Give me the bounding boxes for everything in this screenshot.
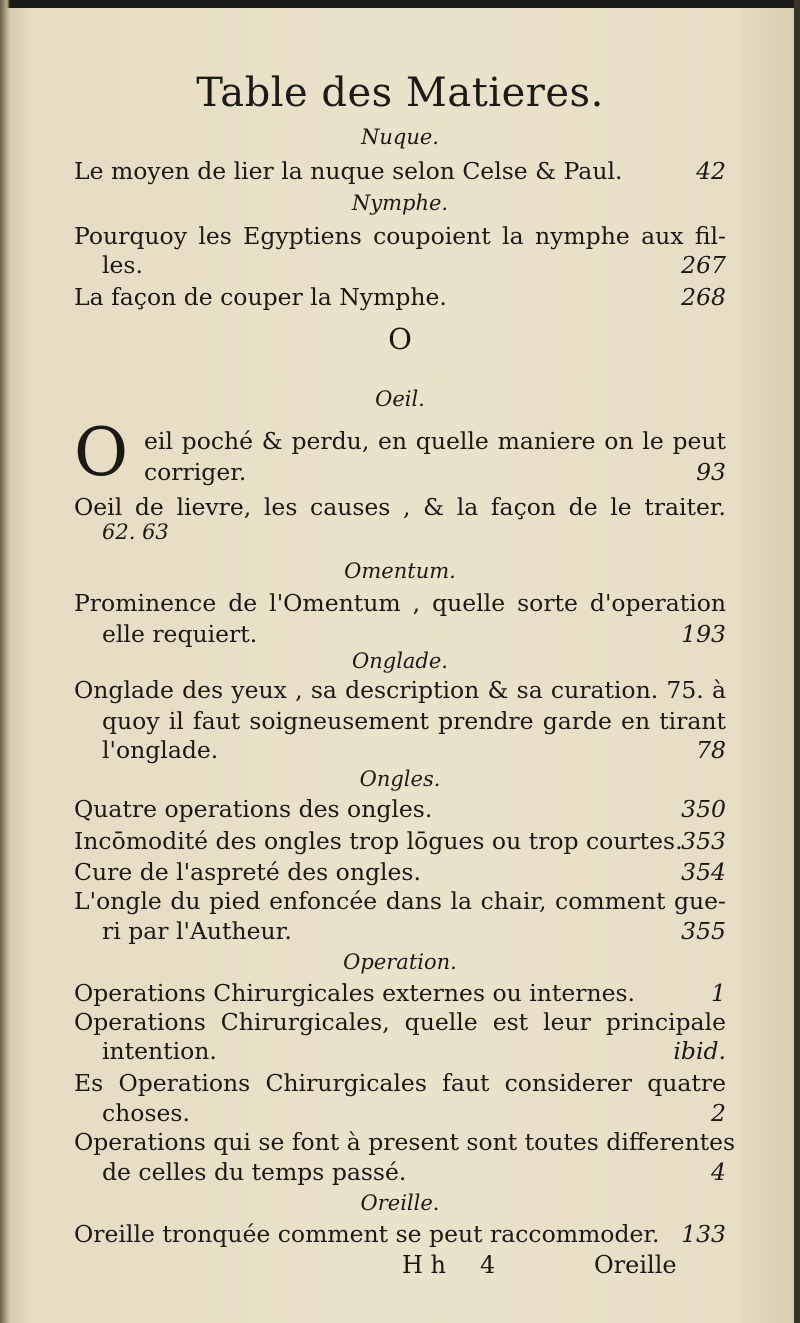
index-entry: Operations Chirurgicales externes ou internes. 1 bbox=[74, 979, 726, 1007]
page-reference: 62. 63 bbox=[102, 520, 169, 544]
index-entry: La façon de couper la Nymphe. 268 bbox=[74, 283, 726, 311]
index-entry: Incōmodité des ongles trop lōgues ou trop courtes. 353 bbox=[74, 827, 726, 855]
drop-cap: O bbox=[74, 414, 129, 491]
index-entry: Oreille tronquée comment se peut raccommoder. 133 bbox=[74, 1220, 726, 1248]
section-heading-oreille: Oreille. bbox=[360, 1191, 440, 1215]
index-entry: ri par l'Autheur. 355 bbox=[102, 917, 726, 945]
section-heading-ongles: Ongles. bbox=[359, 767, 441, 791]
index-entry: Quatre operations des ongles. 350 bbox=[74, 795, 726, 823]
index-entry: Oeil de lievre, les causes , & la façon de le traiter. bbox=[74, 493, 726, 521]
index-entry: l'onglade. 78 bbox=[102, 736, 726, 764]
index-entry: Operations Chirurgicales, quelle est leur principale bbox=[74, 1008, 726, 1036]
section-heading-oeil: Oeil. bbox=[375, 387, 425, 411]
index-entry: eil poché & perdu, en quelle maniere on le peut bbox=[144, 427, 726, 455]
index-entry: choses. 2 bbox=[102, 1099, 726, 1127]
catchword: Oreille bbox=[594, 1251, 677, 1279]
section-heading-onglade: Onglade. bbox=[352, 649, 448, 673]
index-entry: corriger. 93 bbox=[144, 458, 726, 486]
section-heading-nuque: Nuque. bbox=[361, 125, 439, 149]
index-entry: intention. ibid. bbox=[102, 1037, 726, 1065]
page-top-edge bbox=[0, 0, 800, 8]
index-entry: Onglade des yeux , sa description & sa curation. 75. à bbox=[74, 676, 726, 704]
index-entry: quoy il faut soigneusement prendre garde en tirant bbox=[102, 707, 726, 735]
index-entry: Pourquoy les Egyptiens coupoient la nymphe aux fil- bbox=[74, 222, 726, 250]
index-entry: elle requiert. 193 bbox=[102, 620, 726, 648]
index-entry: de celles du temps passé. 4 bbox=[102, 1158, 726, 1186]
index-entry: Operations qui se font à present sont toutes differentes bbox=[74, 1128, 736, 1156]
index-entry: Le moyen de lier la nuque selon Celse & Paul. 42 bbox=[74, 157, 726, 185]
signature-leaf: 4 bbox=[480, 1251, 496, 1279]
page-title: Table des Matieres. bbox=[196, 70, 604, 116]
index-entry: Cure de l'aspreté des ongles. 354 bbox=[74, 858, 726, 886]
signature-mark: H h bbox=[402, 1251, 447, 1279]
index-entry: les. 267 bbox=[102, 251, 726, 279]
index-entry: L'ongle du pied enfoncée dans la chair, comment gue- bbox=[74, 887, 726, 915]
section-heading-operation: Operation. bbox=[343, 950, 457, 974]
index-entry: Es Operations Chirurgicales faut considerer quatre bbox=[74, 1069, 726, 1097]
section-heading-omentum: Omentum. bbox=[344, 559, 456, 583]
alphabet-letter-heading: O bbox=[388, 322, 412, 356]
section-heading-nymphe: Nymphe. bbox=[351, 191, 449, 215]
index-entry: Prominence de l'Omentum , quelle sorte d'operation bbox=[74, 589, 726, 617]
